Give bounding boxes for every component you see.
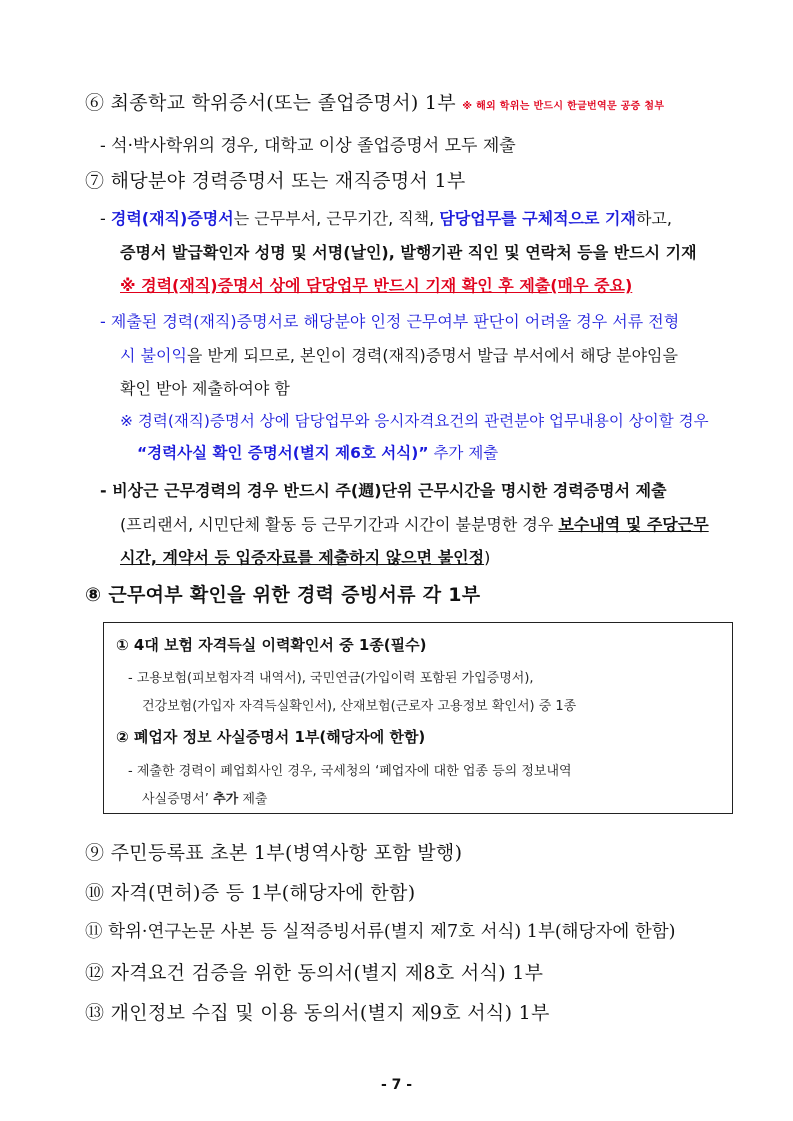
item-12: [85, 958, 543, 985]
item-7-b1: - 제출된 경력(재직)증명서로 해당분야 인정 근무여부 판단이 어려울 경우 서류 전형: [100, 312, 680, 331]
box-heading-1: ① 4대 보험 자격득실 이력확인서 중 1종(필수): [116, 636, 427, 654]
item-6: [85, 88, 664, 115]
item-7-c1: ※ 경력(재직)증명서 상에 담당업무와 응시자격요건의 관련분야 업무내용이 상이할 경우: [120, 412, 709, 430]
item-7-a2: 증명서 발급확인자 성명 및 서명(날인), 발행기관 직인 및 연락처 등을 반드시 기재: [120, 243, 697, 262]
item-10-marker: ⑩: [85, 882, 105, 904]
item-13-marker: ⑬: [85, 1002, 105, 1024]
item-9: [85, 838, 462, 865]
box-heading-2: ② 폐업자 정보 사실증명서 1부(해당자에 한함): [116, 728, 426, 746]
box-line-4: [142, 788, 267, 807]
insurance-docs-box: [103, 622, 733, 814]
item-12-text: 자격요건 검증을 위한 동의서(별지 제8호 서식) 1부: [110, 962, 544, 984]
item-7-d2: [120, 512, 709, 535]
item-7-b2-text: 을 받게 되므로, 본인이 경력(재직)증명서 발급 부서에서 해당 분야임을: [186, 346, 678, 365]
item-7-marker: ⑦: [85, 170, 105, 192]
dash: -: [100, 209, 106, 228]
career-cert-label: 경력(재직)증명서: [110, 209, 234, 228]
item-7-c2-text: 추가 제출: [428, 444, 499, 462]
career-fact-form: “경력사실 확인 증명서(별지 제6호 서식)”: [137, 444, 429, 462]
item-12-marker: ⑫: [85, 962, 105, 984]
item-7-a1-text1: 는 근무부서, 근무기간, 직책,: [233, 209, 440, 228]
item-7-d2-underline: 보수내역 및 주당근무: [558, 515, 709, 534]
item-7-d2-text: (프리랜서, 시민단체 활동 등 근무기간과 시간이 불분명한 경우: [120, 515, 559, 534]
item-11: [85, 918, 676, 943]
item-7-b3: 확인 받아 제출하여야 함: [120, 379, 290, 398]
item-8: [85, 580, 480, 607]
item-7-a1-text2: 하고,: [635, 209, 672, 228]
item-7-d3-text: ): [484, 548, 491, 567]
item-7: [85, 166, 466, 193]
item-6-note: ※ 해외 학위는 반드시 한글번역문 공증 첨부: [462, 101, 665, 112]
item-7-a3-warning: ※ 경력(재직)증명서 상에 담당업무 반드시 기재 확인 후 제출(매우 중요): [120, 276, 633, 295]
box-line-4c: 제출: [238, 792, 268, 807]
item-11-text: 학위·연구논문 사본 등 실적증빙서류(별지 제7호 서식) 1부(해당자에 한함): [108, 922, 676, 942]
item-11-marker: ⑪: [85, 922, 103, 942]
item-10: [85, 878, 415, 905]
item-7-a1: [100, 206, 672, 229]
box-line-3: - 제출한 경력이 폐업회사인 경우, 국세청의 ‘폐업자에 대한 업종 등의 정보내역: [128, 764, 572, 779]
item-7-c2: [137, 441, 498, 463]
item-6-marker: ⑥: [85, 92, 105, 114]
item-7-b2: [120, 343, 678, 366]
duty-emphasis: 담당업무를 구체적으로 기재: [439, 209, 636, 228]
item-7-d3: [120, 545, 490, 568]
item-7-b2-blue: 시 불이익: [120, 346, 187, 365]
box-line-4-add: 추가: [213, 792, 239, 807]
item-7-d1: - 비상근 근무경력의 경우 반드시 주(週)단위 근무시간을 명시한 경력증명서 제출: [100, 481, 667, 500]
item-9-text: 주민등록표 초본 1부(병역사항 포함 발행): [110, 842, 463, 864]
item-9-marker: ⑨: [85, 842, 105, 864]
box-line-4a: 사실증명서’: [142, 792, 214, 807]
item-10-text: 자격(면허)증 등 1부(해당자에 한함): [110, 882, 416, 904]
item-8-text: 근무여부 확인을 위한 경력 증빙서류 각 1부: [108, 584, 481, 606]
box-line-2: 건강보험(가입자 자격득실확인서), 산재보험(근로자 고용정보 확인서) 중 1종: [142, 699, 577, 714]
box-line-1: - 고용보험(피보험자격 내역서), 국민연금(가입이력 포함된 가입증명서),: [128, 671, 534, 686]
item-7-d3-underline: 시간, 계약서 등 입증자료를 제출하지 않으면 불인정: [120, 548, 485, 567]
page-number: - 7 -: [380, 1077, 413, 1093]
item-6-sub: - 석·박사학위의 경우, 대학교 이상 졸업증명서 모두 제출: [100, 136, 516, 156]
item-6-text: 최종학교 학위증서(또는 졸업증명서) 1부: [110, 92, 456, 114]
item-7-text: 해당분야 경력증명서 또는 재직증명서 1부: [110, 170, 466, 192]
item-8-marker: ⑧: [85, 584, 102, 606]
item-13-text: 개인정보 수집 및 이용 동의서(별지 제9호 서식) 1부: [110, 1002, 550, 1024]
item-13: [85, 998, 550, 1025]
